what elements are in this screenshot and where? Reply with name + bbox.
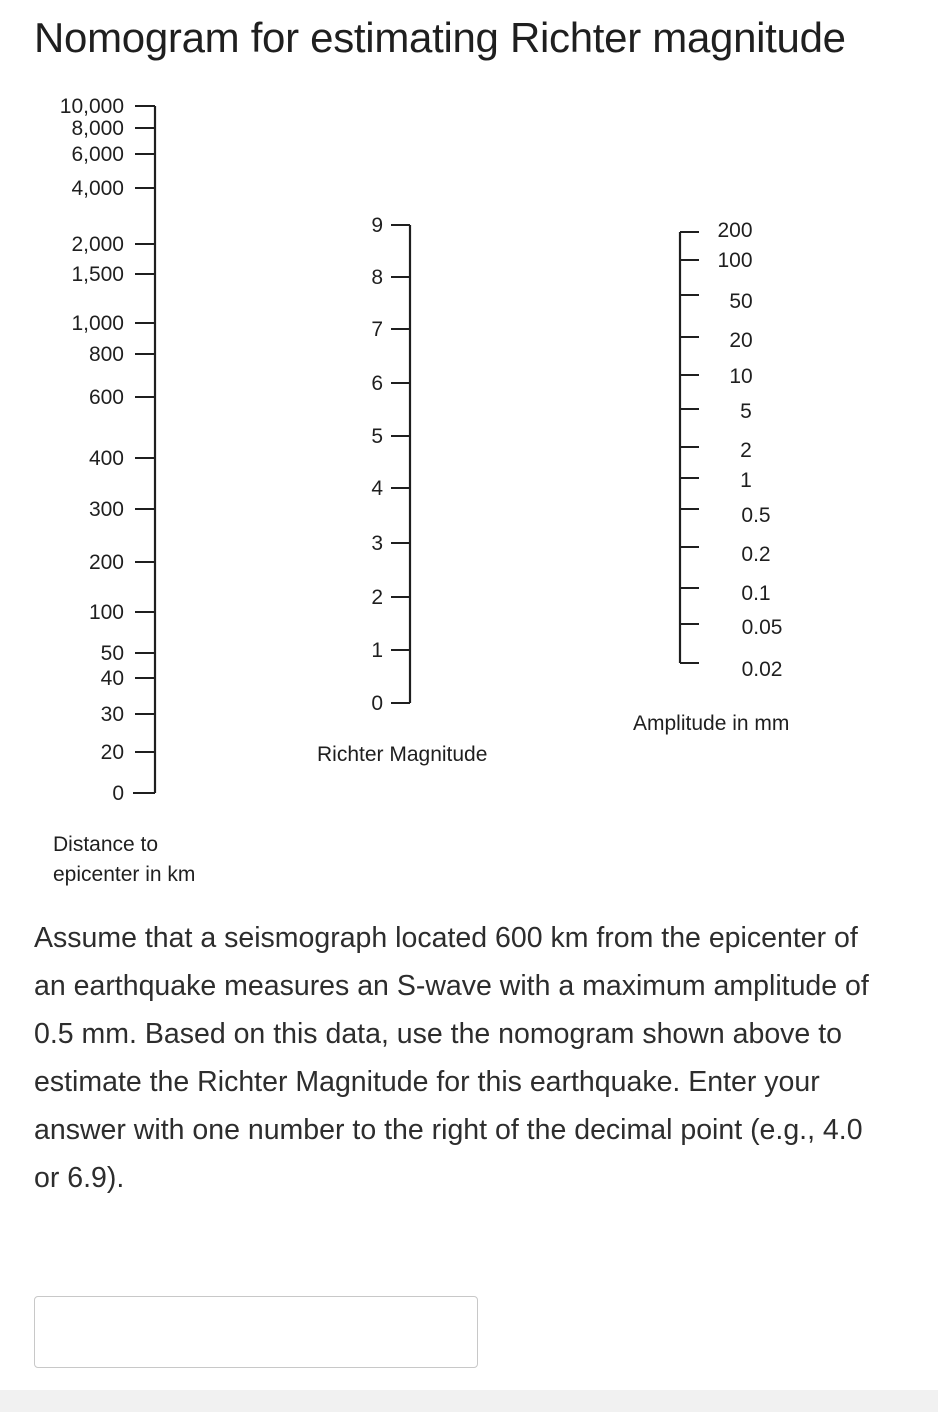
answer-input[interactable]	[34, 1296, 478, 1368]
distance-caption	[53, 830, 195, 890]
magnitude-tick-label-6: 6	[371, 372, 383, 395]
magnitude-tick-label-2: 2	[371, 586, 383, 609]
distance-tick-label-100: 100	[88, 601, 124, 624]
distance-tick-label-300: 300	[88, 498, 124, 521]
magnitude-tick-label-7: 7	[371, 318, 383, 341]
magnitude-tick-label-0: 0	[371, 692, 383, 715]
amplitude-tick-label-0-05: 0.05	[741, 616, 783, 639]
amplitude-tick-label-200: 200	[717, 219, 753, 242]
distance-tick-label-40: 40	[100, 667, 124, 690]
amplitude-caption: Amplitude in mm	[633, 712, 790, 735]
magnitude-caption: Richter Magnitude	[317, 743, 488, 766]
distance-caption-line-2: epicenter in km	[53, 863, 196, 886]
amplitude-tick-label-2: 2	[740, 439, 752, 462]
distance-tick-label-50: 50	[100, 642, 124, 665]
magnitude-tick-label-9: 9	[371, 214, 383, 237]
magnitude-tick-label-4: 4	[371, 477, 383, 500]
distance-scale	[60, 95, 155, 805]
amplitude-tick-label-0-5: 0.5	[741, 504, 771, 527]
distance-caption-line-1: Distance to	[53, 833, 159, 856]
distance-tick-label-0: 0	[112, 782, 124, 805]
amplitude-tick-label-100: 100	[717, 249, 753, 272]
distance-tick-label-1-000: 1,000	[71, 312, 124, 335]
distance-tick-label-8-000: 8,000	[71, 117, 124, 140]
distance-tick-label-20: 20	[100, 741, 124, 764]
amplitude-tick-label-10: 10	[729, 365, 753, 388]
page-footer-shade	[0, 1390, 938, 1412]
distance-tick-label-4-000: 4,000	[71, 177, 124, 200]
magnitude-tick-label-3: 3	[371, 532, 383, 555]
distance-tick-label-10-000: 10,000	[59, 95, 124, 118]
amplitude-tick-label-5: 5	[740, 400, 752, 423]
amplitude-tick-label-1: 1	[740, 469, 752, 492]
distance-tick-label-800: 800	[88, 343, 124, 366]
amplitude-tick-label-0-02: 0.02	[741, 658, 783, 681]
question-text: Assume that a seismograph located 600 km from the epicenter of an earthquake measures an S-wave with a maximum amplitude of 0.5 mm. Based on this data, use the nomogram shown above to estimate the Richter Magnitude for this earthquake. Enter your answer with one number to the right of the decimal point (e.g., 4.0 or 6.9).	[34, 922, 869, 1194]
amplitude-tick-label-0-2: 0.2	[741, 543, 771, 566]
magnitude-tick-label-8: 8	[371, 266, 383, 289]
distance-tick-label-1-500: 1,500	[71, 263, 124, 286]
magnitude-tick-label-5: 5	[371, 425, 383, 448]
amplitude-scale	[680, 219, 782, 681]
distance-tick-label-30: 30	[100, 703, 124, 726]
magnitude-tick-label-1: 1	[371, 639, 383, 662]
distance-tick-label-6-000: 6,000	[71, 143, 124, 166]
distance-tick-label-200: 200	[88, 551, 124, 574]
distance-tick-label-400: 400	[88, 447, 124, 470]
amplitude-tick-label-0-1: 0.1	[741, 582, 771, 605]
magnitude-scale	[371, 214, 410, 715]
page-title: Nomogram for estimating Richter magnitude	[34, 14, 846, 61]
distance-tick-label-2-000: 2,000	[71, 233, 124, 256]
distance-tick-label-600: 600	[88, 386, 124, 409]
amplitude-tick-label-20: 20	[729, 329, 753, 352]
amplitude-tick-label-50: 50	[729, 290, 753, 313]
